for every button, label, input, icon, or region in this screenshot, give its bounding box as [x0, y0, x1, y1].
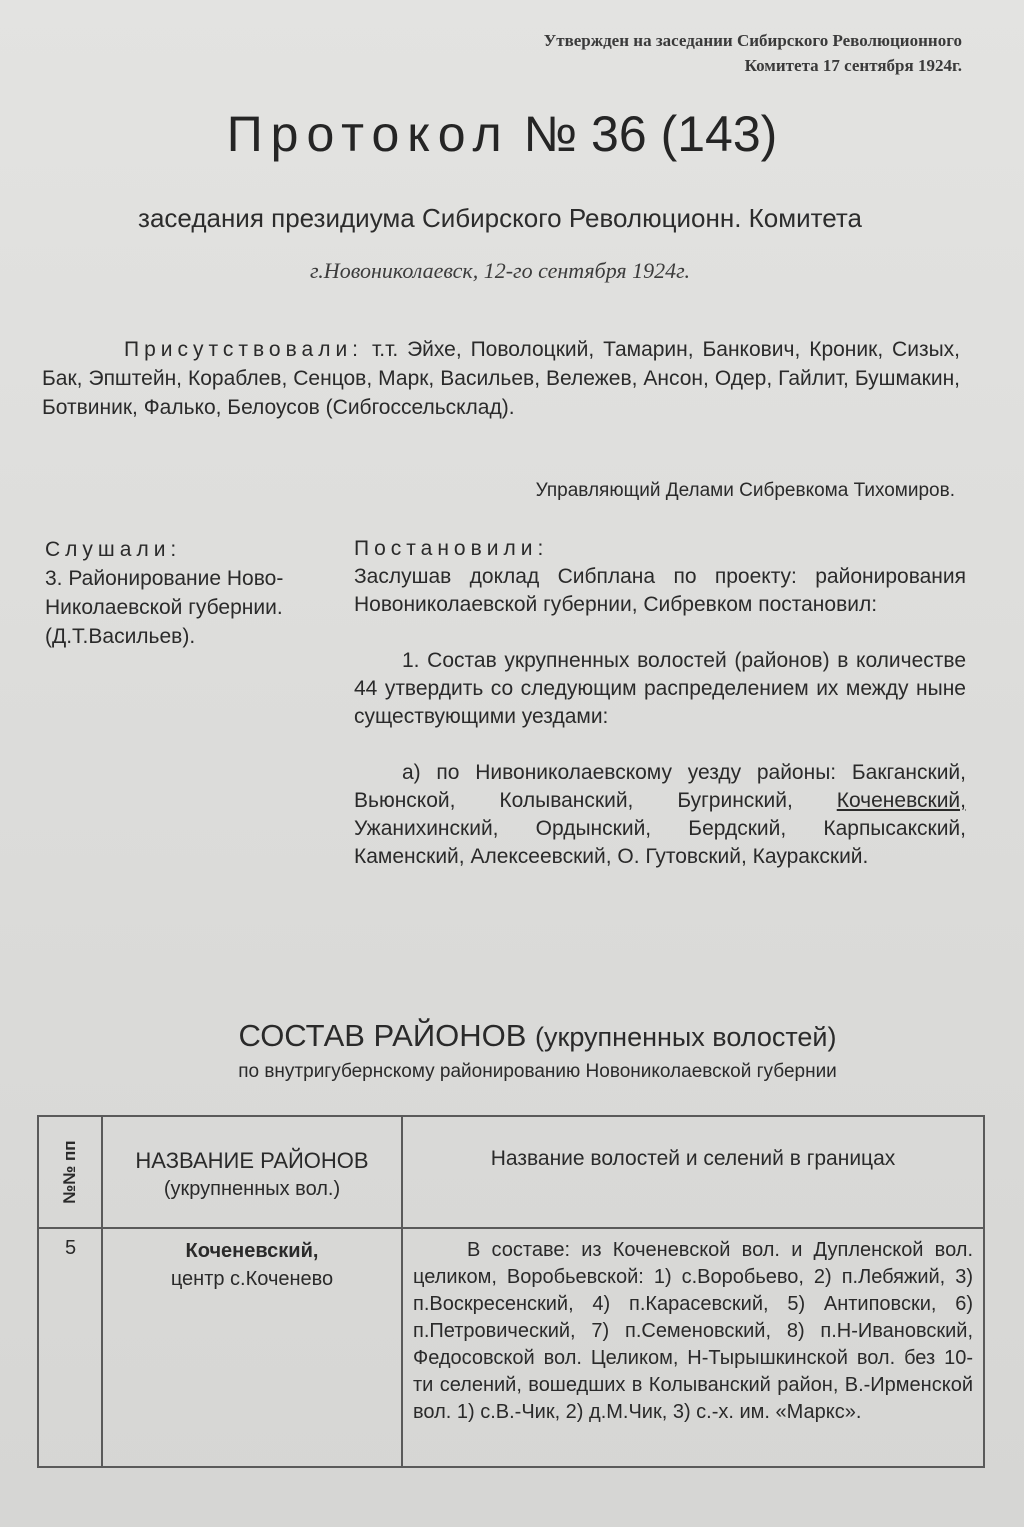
protocol-title: [0, 105, 1004, 163]
sostav-title-paren: (укрупненных волостей): [535, 1022, 837, 1052]
approval-line-2: Комитета 17 сентября 1924г.: [744, 56, 962, 75]
resolved-label: Постановили:: [354, 537, 549, 560]
resolved-intro: Заслушав доклад Сибплана по проекту: районирования Новониколаевской губернии, Сибревком постановил:: [354, 565, 966, 616]
row-district: [102, 1228, 402, 1467]
item-a-intro: а) по Нивониколаевскому уезду районы: Бакганский, Вьюнской, Колыванский, Бугринский,: [354, 761, 966, 812]
row-volosts: В составе: из Коченевской вол. и Дупленской вол. целиком, Воробьевской: 1) с.Воробьево, 2) п.Лебяжий, 3) п.Воскресенский, 4) п.Карасевский, 5) Антиповски, 6) п.Петровический, 7) п.Семеновский, 8) п.Н-Ивановский, Федосовской вол. Целиком, Н-Тырышкинской вол. без 10-ти селений, вошедших в Колыванский район, В.-Ирменской вол. 1) с.В.-Чик, 2) д.М.Чик, 3) с.-х. им. «Маркс».: [402, 1228, 984, 1467]
heard-label: Слушали:: [45, 538, 182, 561]
resolved-item-a: [354, 759, 966, 871]
header-district-name: [102, 1116, 402, 1228]
sostav-title-main: СОСТАВ РАЙОНОВ: [238, 1018, 527, 1053]
attendance-paragraph: [42, 335, 960, 422]
protocol-subtitle: заседания президиума Сибирского Революционн. Комитета: [138, 203, 862, 233]
heard-column: [45, 535, 335, 651]
approval-line-1: Утвержден на заседании Сибирского Революционного: [543, 31, 962, 50]
heard-text: 3. Районирование Ново-Николаевской губернии. (Д.Т.Васильев).: [45, 567, 284, 648]
row-district-center: центр с.Коченево: [170, 1268, 334, 1290]
title-number: № 36 (143): [523, 106, 778, 162]
table-header-row: [38, 1116, 984, 1228]
header-name-line-2: (укрупненных вол.): [163, 1178, 341, 1200]
resolved-column: [354, 535, 966, 871]
item-a-rest: Ужанихинский, Ордынский, Бердский, Карпысакский, Каменский, Алексеевский, О. Гутовский, Кауракский.: [354, 817, 966, 868]
header-num: [38, 1116, 102, 1228]
header-name-line-1: НАЗВАНИЕ РАЙОНОВ: [135, 1148, 369, 1173]
approval-stamp: [544, 28, 962, 78]
title-word: Протокол: [226, 106, 510, 162]
place-date: г.Новониколаевск, 12-го сентября 1924г.: [310, 258, 690, 283]
attendance-names: т.т. Эйхе, Поволоцкий, Тамарин, Банкович, Кроник, Сизых, Бак, Эпштейн, Кораблев, Сенцов, Марк, Васильев, Вележев, Ансон, Одер, Гайлит, Бушмакин, Ботвиник, Фалько, Белоусов (Сибгоссельсклад).: [42, 338, 960, 419]
header-volosts: Название волостей и селений в границах: [402, 1116, 984, 1228]
row-district-name: Коченевский,: [185, 1240, 319, 1262]
districts-table: [37, 1115, 985, 1468]
sostav-subtitle: по внутригубернскому районированию Новониколаевской губернии: [238, 1061, 837, 1082]
table-row: [38, 1228, 984, 1467]
item-a-underlined: Коченевский,: [836, 789, 966, 812]
header-num-text: №№ пп: [60, 1140, 79, 1204]
resolved-item-1: 1. Состав укрупненных волостей (районов) в количестве 44 утвердить со следующим распределением их между ныне существующими уездами:: [354, 649, 966, 728]
manager-line: Управляющий Делами Сибревкома Тихомиров.: [535, 480, 955, 501]
sostav-title: [0, 1018, 1024, 1054]
attendance-label: Присутствовали:: [124, 338, 364, 361]
row-num: 5: [38, 1228, 102, 1467]
